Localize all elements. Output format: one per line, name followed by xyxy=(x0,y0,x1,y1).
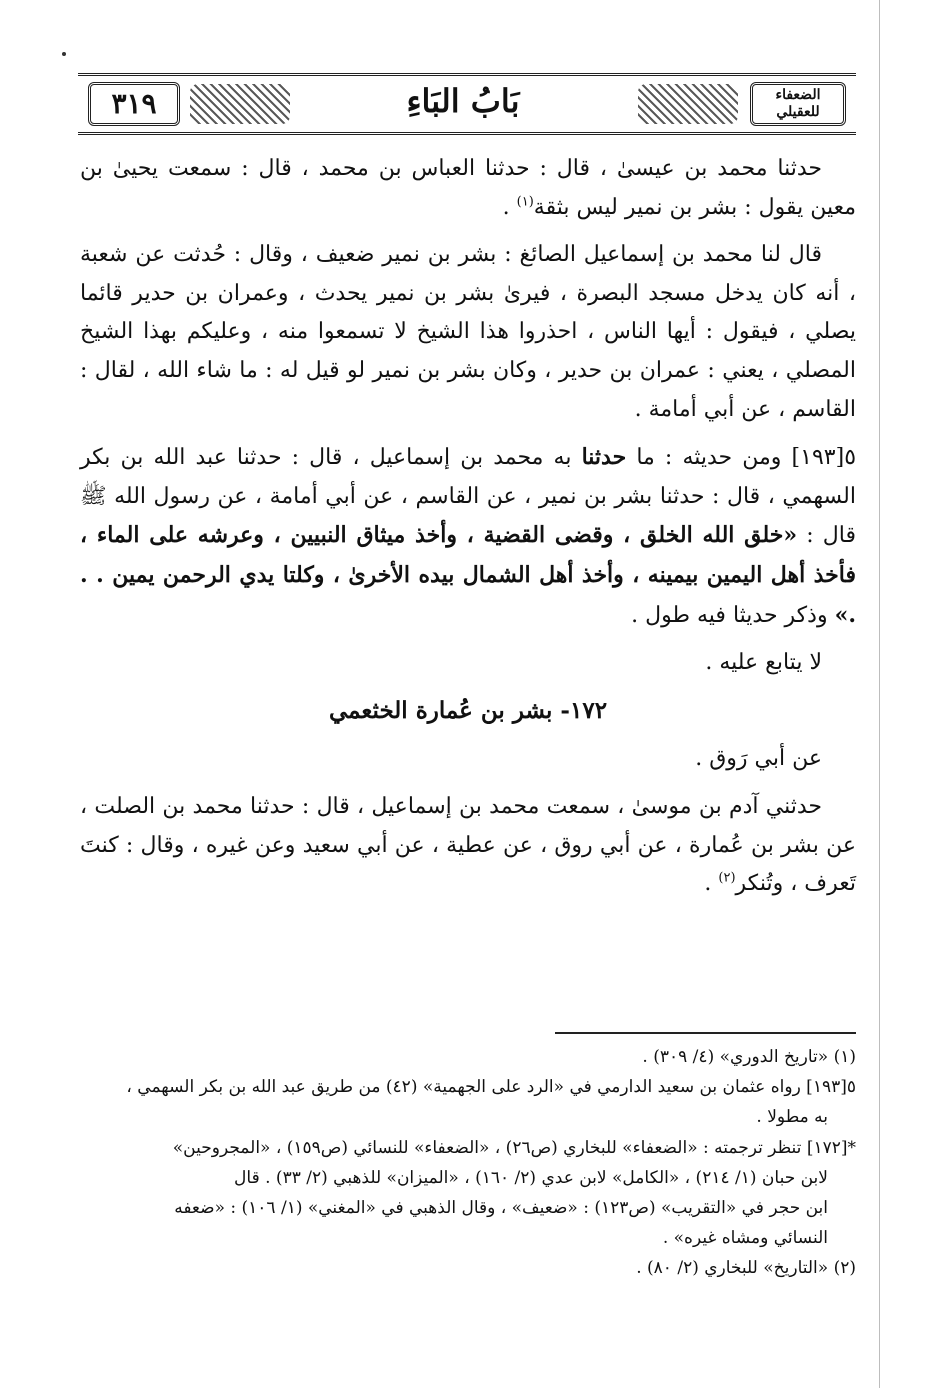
section-title: ١٧٢- بشر بن عُمارة الخثعمي xyxy=(328,696,608,724)
logo-line-1: الضعفاء xyxy=(775,87,821,103)
paragraph-3-bold: حدثنا xyxy=(581,444,627,471)
footnote-1: (١) «تاريخ الدوري» (٤/ ٣٠٩) . xyxy=(642,1047,856,1067)
footnote-3-line-1: *[١٧٢] تنظر ترجمته : «الضعفاء» للبخاري (ص٢٦) ، «الضعفاء» للنسائي (ص١٥٩) ، «المجروحين» xyxy=(172,1137,856,1158)
footnote-2-line-1: ٥[١٩٣] رواه عثمان بن سعيد الدارمي في «الرد على الجهمية» (٤٢) من طريق عبد الله بن بكر السهمي ، xyxy=(126,1077,856,1098)
footnote-divider xyxy=(555,1032,856,1034)
page-edge-line xyxy=(879,0,880,1388)
footnote-2-line-2: به مطولا . xyxy=(756,1107,828,1128)
paragraph-5: عن أبي رَوق . xyxy=(695,746,822,772)
scan-dot xyxy=(62,52,66,56)
page-header xyxy=(78,73,856,135)
footnote-4: (٢) «التاريخ» للبخاري (٢/ ٨٠) . xyxy=(636,1258,856,1279)
main-text xyxy=(80,150,856,913)
ornament-right-icon xyxy=(638,84,738,124)
paragraph-6 xyxy=(80,788,856,904)
chapter-title: بَابُ البَاءِ xyxy=(406,82,520,120)
paragraph-1 xyxy=(80,150,856,227)
paragraph-4: لا يتابع عليه . xyxy=(705,650,822,676)
footnote-3-line-2: لابن حبان (١/ ٢١٤) ، «الكامل» لابن عدي (٢/ ١٦٠) ، «الميزان» للذهبي (٢/ ٣٣) . قال xyxy=(234,1167,828,1188)
footnote-ref-1: (١) xyxy=(516,194,534,210)
footnote-3-line-3: ابن حجر في «التقريب» (ص١٢٣) : «ضعيف» ، وقال الذهبي في «المغني» (١/ ١٠٦) : «ضعفه xyxy=(174,1198,828,1219)
ornament-left-icon xyxy=(190,84,290,124)
paragraph-1-end: . xyxy=(502,194,517,220)
hadith-text: «خلق الله الخلق ، وقضى القضية ، وأخذ ميثاق النبيين ، وعرشه على الماء ، فأخذ أهل اليمين بيمينه ، وأخذ أهل الشمال بيده الأخرىٰ ، وكلتا يدي الرحمن يمين . . .» xyxy=(80,522,856,628)
paragraph-6-text: حدثني آدم بن موسىٰ ، سمعت محمد بن إسماعيل ، قال : حدثنا محمد بن الصلت ، عن بشر بن عُمارة ، عن أبي روق ، عن عطية ، عن أبي سعيد وعن غيره ، وقال : كنتَ تَعرف ، وتُنكر xyxy=(80,793,856,897)
book-logo xyxy=(750,82,846,126)
paragraph-3 xyxy=(80,438,856,635)
footnote-3-line-4: النسائي ومشاه غيره» . xyxy=(662,1228,828,1249)
paragraph-1-text: حدثنا محمد بن عيسىٰ ، قال : حدثنا العباس بن محمد ، قال : سمعت يحيىٰ بن معين يقول : بشر بن نمير ليس بثقة xyxy=(80,156,856,220)
paragraph-6-end: . xyxy=(704,871,719,897)
footnote-ref-2: (٢) xyxy=(718,870,736,886)
footnotes xyxy=(80,1042,856,1284)
paragraph-3-end: وذكر حديثا فيه طول . xyxy=(631,602,835,628)
paragraph-3-intro: ومن حديثه : ما xyxy=(626,445,792,471)
paragraph-3-isnad: به محمد بن إسماعيل ، قال : حدثنا عبد الله بن بكر السهمي ، قال : حدثنا بشر بن نمير ، عن القاسم ، عن أبي أمامة ، عن رسول الله ﷺ قال : xyxy=(80,445,857,549)
entry-marker: ٥[١٩٣] xyxy=(791,445,857,471)
page-number: ٣١٩ xyxy=(88,82,180,126)
logo-line-2: للعقيلي xyxy=(776,104,820,120)
paragraph-2: قال لنا محمد بن إسماعيل الصائغ : بشر بن نمير ضعيف ، وقال : حُدثت عن شعبة ، أنه كان يدخل مسجد البصرة ، فيرىٰ بشر بن نمير يحدث ، وعمران بن حدير قائما يصلي ، فيقول : أيها الناس ، احذروا هذا الشيخ لا تسمعوا منه ، وعليكم بهذا الشيخ المصلي ، يعني : عمران بن حدير ، وكان بشر بن نمير لو قيل له : ما شاء الله ، لقال : القاسم ، عن أبي أمامة . xyxy=(80,242,856,422)
